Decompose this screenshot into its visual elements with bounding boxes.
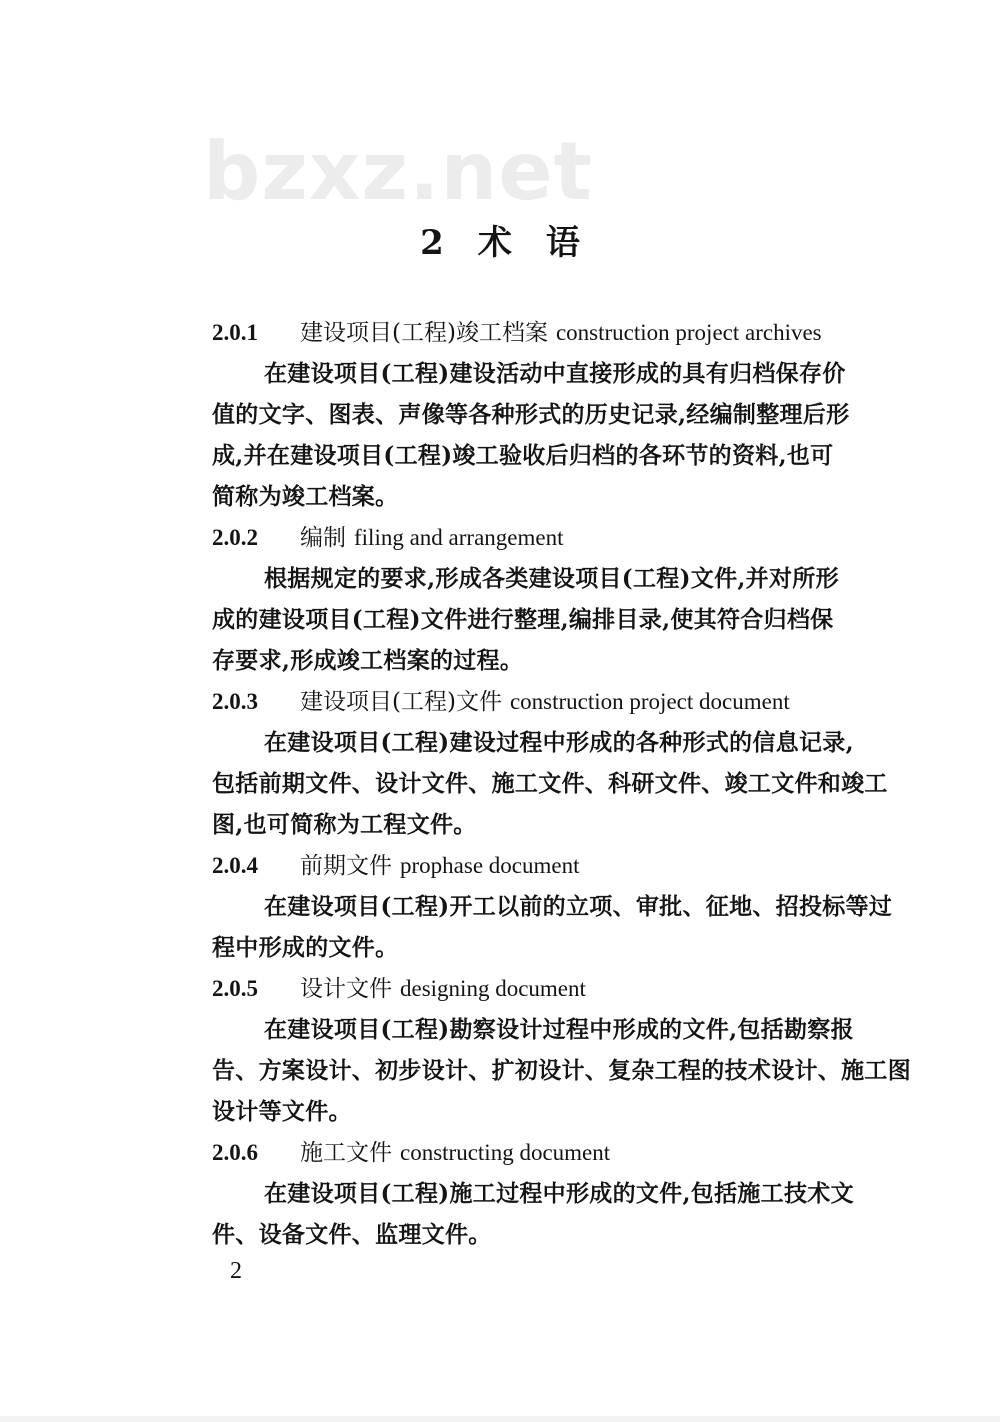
term-heading — [212, 1132, 924, 1173]
term-heading — [212, 517, 924, 558]
definition-line: 简称为竣工档案。 — [212, 483, 399, 510]
term-definition — [212, 558, 924, 681]
definition-line: 在建设项目(工程)施工过程中形成的文件,包括施工技术文 — [264, 1180, 854, 1207]
term-english-name: filing and arrangement — [354, 525, 564, 550]
definition-line: 存要求,形成竣工档案的过程。 — [212, 647, 524, 674]
term-heading — [212, 681, 924, 722]
term-entry — [212, 1132, 924, 1255]
term-heading — [212, 968, 924, 1009]
definition-line: 在建设项目(工程)勘察设计过程中形成的文件,包括勘察报 — [264, 1016, 854, 1043]
terms-list — [212, 312, 924, 1255]
term-chinese-name: 建设项目(工程)文件 — [300, 689, 502, 715]
definition-line: 图,也可简称为工程文件。 — [212, 811, 477, 838]
definition-line: 包括前期文件、设计文件、施工文件、科研文件、竣工文件和竣工 — [212, 770, 888, 797]
page-number: 2 — [230, 1258, 242, 1284]
chapter-title-char-1: 术 — [477, 223, 512, 263]
term-chinese-name: 设计文件 — [300, 976, 392, 1002]
term-english-name: construction project archives — [555, 320, 822, 345]
definition-line: 设计等文件。 — [212, 1098, 352, 1125]
term-entry — [212, 517, 924, 681]
term-english-name: constructing document — [400, 1140, 611, 1165]
term-english-name: prophase document — [400, 853, 580, 878]
definition-line: 值的文字、图表、声像等各种形式的历史记录,经编制整理后形 — [212, 401, 850, 428]
definition-line: 成的建设项目(工程)文件进行整理,编排目录,使其符合归档保 — [212, 606, 834, 633]
term-heading — [212, 312, 924, 353]
term-definition — [212, 1009, 924, 1132]
term-entry — [212, 312, 924, 517]
definition-line: 在建设项目(工程)建设过程中形成的各种形式的信息记录, — [264, 729, 854, 756]
definition-line: 在建设项目(工程)建设活动中直接形成的具有归档保存价 — [264, 360, 846, 387]
term-number: 2.0.4 — [212, 853, 258, 878]
term-definition — [212, 886, 924, 968]
term-chinese-name: 前期文件 — [300, 853, 392, 879]
chapter-title-char-2: 语 — [545, 223, 580, 263]
bottom-bar — [0, 1416, 1000, 1422]
term-number: 2.0.5 — [212, 976, 258, 1001]
term-english-name: construction project document — [509, 689, 790, 714]
term-entry — [212, 681, 924, 845]
definition-line: 告、方案设计、初步设计、扩初设计、复杂工程的技术设计、施工图 — [212, 1057, 911, 1084]
term-english-name: designing document — [400, 976, 586, 1001]
chapter-number: 2 — [420, 223, 444, 263]
term-definition — [212, 1173, 924, 1255]
definition-line: 在建设项目(工程)开工以前的立项、审批、征地、招投标等过 — [264, 893, 893, 920]
definition-line: 程中形成的文件。 — [212, 934, 399, 961]
chapter-title — [0, 223, 1000, 263]
term-heading — [212, 845, 924, 886]
term-entry — [212, 845, 924, 968]
term-number: 2.0.3 — [212, 689, 258, 714]
watermark: bzxz.net — [203, 125, 593, 218]
term-definition — [212, 353, 924, 517]
term-chinese-name: 编制 — [300, 525, 346, 551]
definition-line: 根据规定的要求,形成各类建设项目(工程)文件,并对所形 — [264, 565, 839, 592]
definition-line: 成,并在建设项目(工程)竣工验收后归档的各环节的资料,也可 — [212, 442, 834, 469]
term-entry — [212, 968, 924, 1132]
term-chinese-name: 建设项目(工程)竣工档案 — [300, 320, 548, 346]
definition-line: 件、设备文件、监理文件。 — [212, 1221, 492, 1248]
term-number: 2.0.1 — [212, 320, 258, 345]
term-number: 2.0.6 — [212, 1140, 258, 1165]
term-number: 2.0.2 — [212, 525, 258, 550]
term-chinese-name: 施工文件 — [300, 1140, 392, 1166]
term-definition — [212, 722, 924, 845]
